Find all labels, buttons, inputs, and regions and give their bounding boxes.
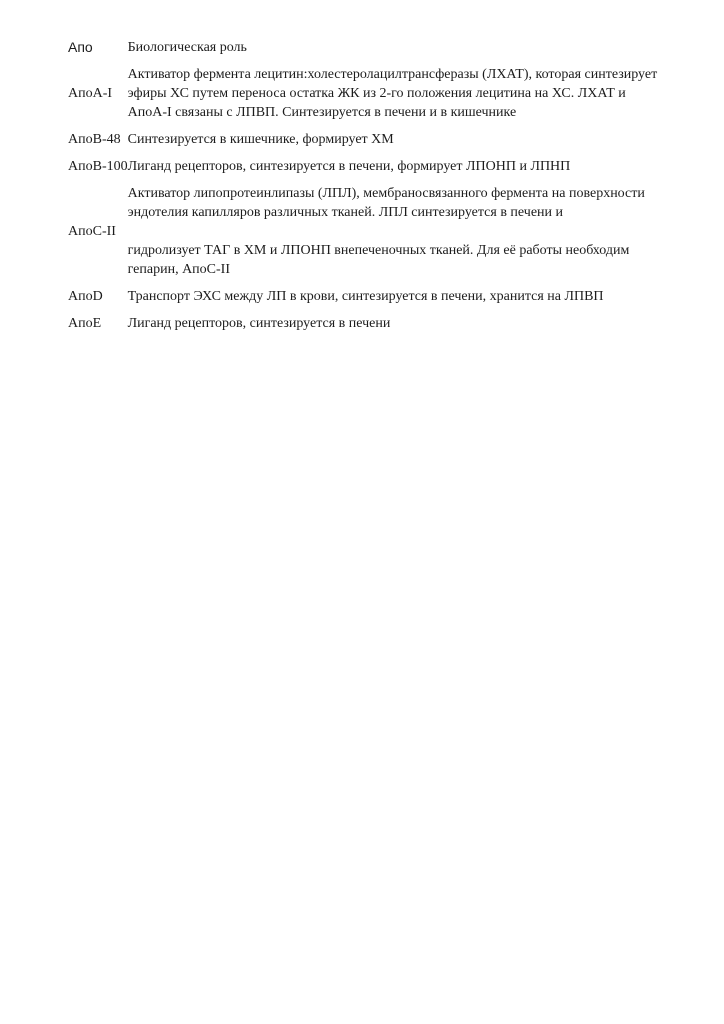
apo-label: АпоА-I bbox=[68, 86, 113, 101]
role-cell bbox=[128, 65, 690, 122]
table-row-apob100 bbox=[68, 157, 690, 176]
apo-label: АпоD bbox=[68, 289, 103, 304]
table-row-apod bbox=[68, 287, 690, 306]
apolipoprotein-table bbox=[68, 30, 690, 341]
role-paragraph bbox=[128, 65, 690, 122]
role-cell bbox=[128, 130, 690, 149]
role-paragraph bbox=[128, 287, 690, 306]
role-paragraph bbox=[128, 157, 690, 176]
role-line: эфиры ХС путем переноса остатка ЖК из 2-го положения лецитина на ХС. ЛХАТ и bbox=[127, 86, 626, 101]
column-header-role: Биологическая роль bbox=[127, 40, 247, 55]
table-header-row bbox=[68, 38, 690, 57]
role-paragraph bbox=[128, 314, 690, 333]
role-cell bbox=[128, 184, 690, 279]
table-row-apoc2 bbox=[68, 184, 690, 279]
role-line: Транспорт ЭХС между ЛП в крови, синтезируется в печени, хранится на ЛПВП bbox=[127, 289, 604, 304]
role-line: Синтезируется в кишечнике, формирует ХМ bbox=[127, 132, 394, 147]
role-cell bbox=[128, 157, 690, 176]
role-line: Активатор фермента лецитин:холестеролацилтрансферазы (ЛХАТ), которая синтезирует bbox=[127, 67, 658, 82]
role-cell bbox=[128, 314, 690, 333]
role-line: АпоА-I связаны с ЛПВП. Синтезируется в печени и в кишечнике bbox=[127, 105, 517, 120]
apo-label: АпоВ-48 bbox=[68, 132, 121, 147]
role-paragraph bbox=[128, 241, 690, 279]
role-paragraph bbox=[128, 130, 690, 149]
role-line: гидролизует ТАГ в ХМ и ЛПОНП внепеченочных тканей. Для её работы необходим bbox=[127, 243, 630, 258]
role-line: гепарин, АпоС-II bbox=[127, 262, 230, 277]
role-line: эндотелия капилляров различных тканей. ЛПЛ синтезируется в печени и bbox=[127, 205, 564, 220]
apo-label: АпоС-II bbox=[68, 224, 116, 239]
table-row-apoa1 bbox=[68, 65, 690, 122]
apo-label: АпоЕ bbox=[68, 316, 102, 331]
table-row-apoe bbox=[68, 314, 690, 333]
apolipoprotein-table-body bbox=[68, 38, 690, 333]
column-header-apo: Апо bbox=[68, 39, 93, 55]
role-paragraph bbox=[128, 184, 690, 222]
table-row-apob48 bbox=[68, 130, 690, 149]
role-cell bbox=[128, 287, 690, 306]
role-line: Активатор липопротеинлипазы (ЛПЛ), мембраносвязанного фермента на поверхности bbox=[127, 186, 645, 201]
role-line: Лиганд рецепторов, синтезируется в печени bbox=[127, 316, 391, 331]
role-line: Лиганд рецепторов, синтезируется в печени, формирует ЛПОНП и ЛПНП bbox=[127, 159, 571, 174]
apo-label: АпоВ-100 bbox=[68, 159, 128, 174]
